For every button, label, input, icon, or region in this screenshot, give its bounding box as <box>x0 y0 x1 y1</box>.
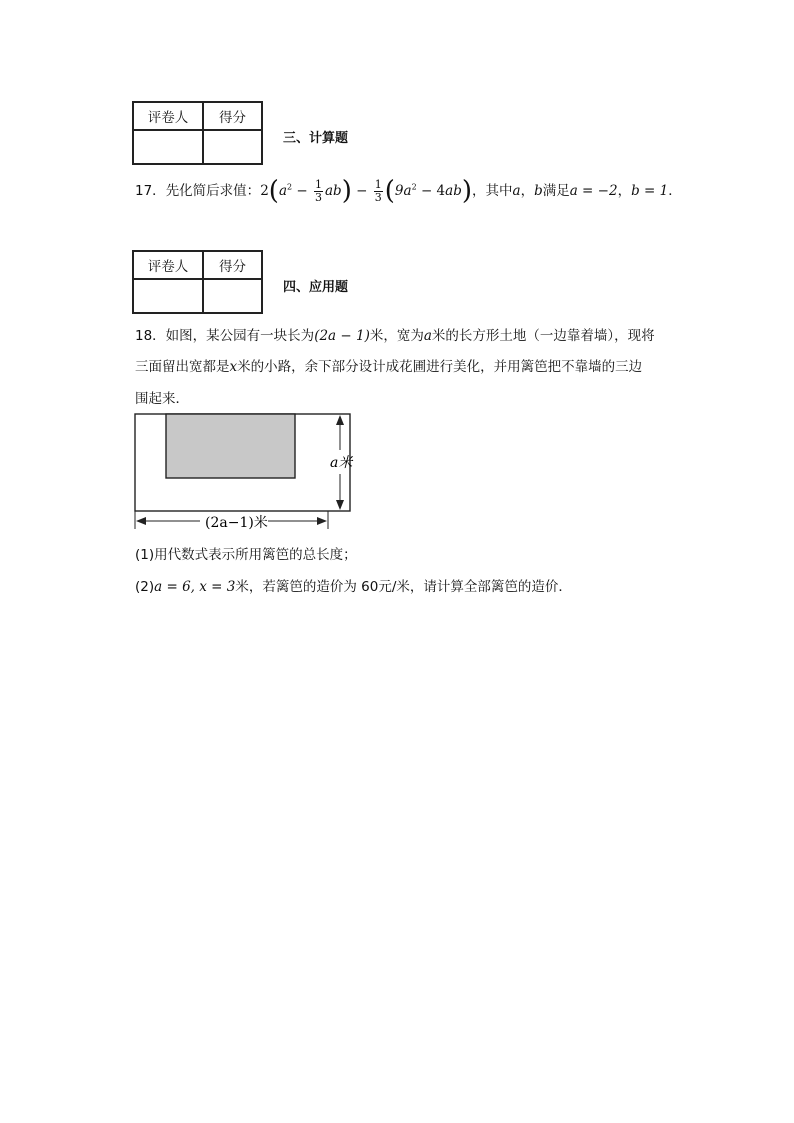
question-18-line3: 围起来． <box>135 391 189 407</box>
flowerbed-rectangle <box>166 414 295 478</box>
frac-num: 1 <box>315 177 322 191</box>
q17-cond-b: b = 1 <box>631 183 669 199</box>
q18-length-expr: (2a − 1) <box>314 328 370 344</box>
q17-sep: ， <box>520 183 535 199</box>
width-label: a米 <box>330 455 353 471</box>
q18-sub2-vals: a = 6, x = 3 <box>154 579 236 595</box>
q17-exp2: 2 <box>411 182 417 192</box>
section3-title: 三、计算题 <box>283 131 349 146</box>
question-18-line2 <box>135 355 642 375</box>
q18-width-expr: a <box>423 328 432 344</box>
frac-num: 1 <box>374 177 382 191</box>
reviewer-label: 评卷人 <box>133 251 203 279</box>
q17-end: ． <box>668 183 682 199</box>
q17-term-ab2: ab <box>445 183 462 199</box>
q18-line2-b: 米的小路，余下部分设计成花圃进行美化，并用篱笆把不靠墙的三边 <box>237 359 643 375</box>
q17-number: 17． <box>135 183 166 199</box>
q17-minus: − <box>292 183 312 199</box>
q17-coef: 2 <box>260 183 269 199</box>
q17-paren-open: ( <box>268 176 279 206</box>
question-18-sub1: (1)用代数式表示所用篱笆的总长度； <box>135 547 357 563</box>
score-box-section3 <box>132 101 263 165</box>
question-18-line1 <box>135 324 655 344</box>
arrow-down-icon <box>336 500 344 510</box>
score-box-section4 <box>132 250 263 314</box>
q17-fraction <box>314 179 323 204</box>
q17-cond-a: a = −2 <box>569 183 618 199</box>
q18-sub2-a: (2) <box>135 579 155 595</box>
question-17 <box>135 176 682 206</box>
q17-paren-close: ) <box>341 176 352 206</box>
q17-term-9a: 9a <box>394 183 412 199</box>
q17-term-ab: ab <box>325 183 342 199</box>
q17-paren-open2: ( <box>384 176 395 206</box>
q18-line1-a: 18．如图，某公园有一块长为 <box>135 328 315 344</box>
q17-cond: 满足 <box>542 183 570 199</box>
q18-sub2-b: 米，若篱笆的造价为 60元/米，请计算全部篱笆的造价． <box>235 579 572 595</box>
frac-den: 3 <box>374 190 382 204</box>
q17-fraction2 <box>374 179 383 204</box>
score-cell[interactable] <box>203 279 262 313</box>
q17-prefix: 先化简后求值： <box>165 183 261 199</box>
q17-mid: ，其中 <box>472 183 513 199</box>
q17-var-b: b <box>534 183 543 199</box>
q17-cond-sep: ， <box>617 183 632 199</box>
question-18-sub2 <box>135 575 572 595</box>
garden-figure <box>130 410 360 535</box>
section4-title: 四、应用题 <box>283 280 349 295</box>
arrow-up-icon <box>336 415 344 425</box>
q18-x-var: x <box>229 359 238 375</box>
q18-line1-b: 米，宽为 <box>369 328 424 344</box>
score-cell[interactable] <box>203 130 262 164</box>
q17-exp: 2 <box>287 182 293 192</box>
reviewer-cell[interactable] <box>133 130 203 164</box>
q17-term-a: a <box>278 183 287 199</box>
length-label: (2a−1)米 <box>205 515 268 531</box>
score-label: 得分 <box>203 102 262 130</box>
frac-den: 3 <box>315 190 322 204</box>
reviewer-label: 评卷人 <box>133 102 203 130</box>
q17-minus3: − 4 <box>416 183 446 199</box>
arrow-left-icon <box>136 517 146 525</box>
score-label: 得分 <box>203 251 262 279</box>
q18-line1-c: 米的长方形土地（一边靠着墙），现将 <box>431 328 655 344</box>
q17-var-a: a <box>512 183 521 199</box>
arrow-right-icon <box>317 517 327 525</box>
reviewer-cell[interactable] <box>133 279 203 313</box>
q18-line2-a: 三面留出宽都是 <box>135 359 230 375</box>
q17-paren-close2: ) <box>461 176 472 206</box>
q17-minus2: − <box>351 183 372 199</box>
